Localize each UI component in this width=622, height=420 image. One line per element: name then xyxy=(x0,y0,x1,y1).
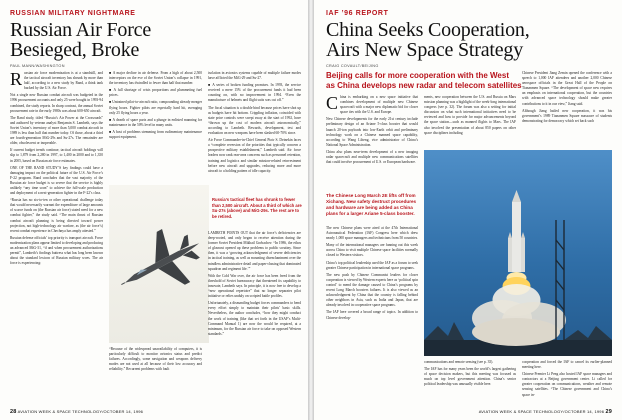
left-col1-para: ussian air force modernization is at a standstill, and the tactical aircraft inventory has shrunk by more than half, according to a new study by Rand, a think tank backed by the U.S. Air Force. xyxy=(24,71,103,91)
left-byline: PAUL MANN/WASHINGTON xyxy=(10,64,65,68)
aircraft-photo xyxy=(109,185,209,343)
left-col3b-para: Unfortunately, a dismantling budget forces commanders to bend every effort simply to maintain their pilots’ basic skills. Nevertheless, the author concludes, “how they might conduct the work of training (like that set forth in the USAF’s Multi-Command Manual 1) are now the would be required, at a minimum, for the Russian air force to take on opposed Western standards.” xyxy=(208,301,301,336)
right-column-2-bottom xyxy=(424,360,516,402)
right-column-1-top xyxy=(326,95,418,187)
right-col1b-para: Many of the international managers are fanning out this week across China to visit multiple Chinese space facilities normally closed to Western visitors. xyxy=(326,243,418,258)
left-footer xyxy=(10,409,143,415)
right-col3b-para: Chinese Premier Li Peng also hosted IAF space managers and contractors at a Beijing government center. Li called for greater cooperation on communications, weather and remote sensing satellites. “The Chinese government and China’s space in- xyxy=(522,372,612,397)
left-col2b-para: “Because of the widespread unavailability of computers, it is particularly difficult to monitor avionics status and predict failures. Accordingly, some navigation and weapons delivery modes are not used at all because of their low accuracy and reliability.” Recurrent problems with fault xyxy=(109,347,202,372)
rocket-body xyxy=(508,190,525,272)
right-column-1-bottom xyxy=(326,226,418,402)
rocket-icon xyxy=(424,150,612,356)
left-page xyxy=(0,0,308,420)
left-dropcap: R xyxy=(10,71,23,89)
right-kicker: IAF ’96 REPORT xyxy=(326,10,389,17)
left-footer-text: AVIATION WEEK & SPACE TECHNOLOGY/OCTOBER 14, 1996 xyxy=(17,409,144,414)
left-col3-para: The fiscal situation is a double bind because prices have shot up as budgets have hit bottom. Crippling inflation, coincided with state price controls were swept away at the start of 1992, have “thrown up the cost of modern aircraft astronomically,” according to Lambeth. Rewards, development, test and evaluation on new weapons have been slashed 60-70% since. xyxy=(208,105,301,136)
right-byline: CRAIG COVAULT/BEIJING xyxy=(326,64,379,68)
right-headline-line1: China Seeks Cooperation, xyxy=(326,19,530,41)
right-col1-para: hina is embarking on a new space initiative that combines development of multiple new Chinese spacecraft with a major new diplomatic bid for closer space ties with the U.S. and Europe. xyxy=(340,95,418,115)
right-photo-caption: The Chinese Long March 2E lifts off from Xichang. New safety destruct procedures and hardware are being added as China plans for a larger Ariane 5-class booster. xyxy=(326,193,417,216)
right-col1-para: New Chinese developments for the early 21st century include preliminary design of an Ariane 5-class booster that would launch 20-ton payloads into low-Earth orbit and preliminary technology work on a Chinese manned space capability, according to Wang Liheng, vice administrator of China’s National Space Administration. xyxy=(326,117,418,147)
right-footer-text: AVIATION WEEK & SPACE TECHNOLOGY/OCTOBER 14, 1996 xyxy=(478,409,605,414)
left-column-3-bottom xyxy=(208,231,301,402)
left-col1-para: Russian defense officials’ top priority is transport aircraft. Force modernization plans appear limited to developing and producing an advanced MiG-31, “if and when procurement authorizations permit”, Lambeth’s findings buttress what has long been known about the standard lexicon of Russian military woes. The air force is experiencing: xyxy=(10,235,103,266)
left-column-2-bottom xyxy=(109,347,202,402)
left-col1-para: ONE OF THE RAND STUDY’S key findings could have a damaging impact on the political future of the U.S. Air Force’s F-22 program. Rand concludes that the vast majority of the Russian air force budget is so severe that the service is highly unlikely “any time soon” to achieve the full-scale production and deployment of a next-generation fighter in the F-22’s class. xyxy=(10,165,103,196)
left-col3-para: isolation in avionics systems capable of multiple failure modes have afflicted the MiG-29 and Su-27. xyxy=(208,71,301,81)
left-col3-para: ■ A series of broken funding promises. In 1993, the service received a mere 15% of the procurement funds it had been counting on, with no improvement in 1994. “Even the manufacture of helmets and flight suits was cut off.” xyxy=(208,83,301,103)
right-column-3-bottom xyxy=(522,360,612,402)
right-col2-para: ments, new cooperation between the U.S. and Russia on Mars mission planning was a highlight of the week-long international congress (see p. 32). The forum was also a setting for initial discussion on what such international initiatives need to be reviewed and how to provide for major advancements beyond the space station—such as manned flights to Mars. The IAF also involved the presentation of about 850 papers on other space disciplines including xyxy=(424,95,516,135)
left-column-2-top xyxy=(109,71,202,181)
left-headline-line2: Besieged, Broke xyxy=(10,39,140,61)
left-col2-para: ■ A host of problems stemming from rudimentary maintenance support equipment. xyxy=(109,129,202,140)
left-col2-para: ■ A major decline in air defense. From a high of about 2,500 interceptors on the eve of the Soviet Union’s collapse in 1991, the inventory has dwindled to fewer than half that number. xyxy=(109,71,202,86)
left-col3b-para: LAMBETH POINTS OUT that the air force’s deficiencies are deep-rooted, and only began to receive attention during the former Soviet President Mikhail Gorbachev. “In 1986, the ethos of glasnost opened up these problems to public scrutiny. Since then, it was a ‘growing acknowledgment of severe deficiencies in tactical training, as well as mounting disenchantment over the mindless administrative detail and paper-chasing that dominated squadron and regiment life.’” xyxy=(208,231,301,271)
left-col3b-para: With the Cold War over, the air force has been freed from the threshold of Soviet bureaucracy that threatened its capability to innovate, Lambeth says. In principle, it is now free to develop a “new operational repertoire” that no longer separates pilot initiative or relies unduly on scripted battle profiles. xyxy=(208,273,301,299)
right-col1-para: China also plans near-term development of a new imaging radar spacecraft and multiple new communications satellites that could involve procurement of U.S. or European hardware. xyxy=(326,149,418,165)
rocket-launch-photo xyxy=(424,150,612,356)
left-col3-para: Air Force Commander-in-Chief General Piotr S. Deinekin faces a “complete reversion of the priorities that typically concern a prospective military establishment,” Lambeth said. Air force leaders now rank rear-area concerns such as personnel retention, training and logistics and similar mission-related reinvestment before new aircraft and upgrades, reducing more and more aircraft to a holding pattern of idle capacity. xyxy=(208,138,301,173)
left-headline-line1: Russian Air Force xyxy=(10,19,152,41)
left-page-number: 28 xyxy=(10,409,17,415)
right-col2b-para: The IAF has for many years been the world’s largest gathering of space decision makers, but this meeting was focused as much on top level government attention. China’s senior political leadership was unusually visible here. xyxy=(424,367,516,387)
right-deck xyxy=(326,71,536,90)
right-deck-line1: Beijing calls for more cooperation with the West xyxy=(326,71,509,80)
right-dropcap: C xyxy=(326,95,339,113)
right-col3b-para: cooperation and forced the IAF to cancel its earlier-planned meeting here. xyxy=(522,360,612,370)
right-headline xyxy=(326,20,530,60)
right-col3-para: Chinese President Jiang Zemin opened the conference with a speech to 1,000 IAF attendees and another 2,000 Chinese aerospace officials in the Great Hall of the People on Tiananmen Square. “The development of space new requires an emphasis on international cooperation, but the countries with advanced space technology should make greater contributions to it in our view,” Jiang said. xyxy=(522,71,612,106)
right-col2b-para: communications and remote sensing (see p. 35). xyxy=(424,360,494,364)
left-col2-para: ■ A dearth of spare parts and a plunge in enlisted manning for maintenance in the 50% level in many units. xyxy=(109,117,202,127)
right-col3-para: Although Jiang hailed new cooperation, it was his government’s 1989 Tiananmen Square massacre of students demonstrating for democracy which set back such xyxy=(522,108,612,123)
left-col2-para: ■ A full shortage of crisis proportions and plummeting fuel prices. xyxy=(109,88,202,98)
left-col2-para: ■ Untrained pilot-to-aircraft ratio, compounding already meager flying hours. Fighter pilots are especially hard hit, averaging only 25 flying hours a year. xyxy=(109,100,202,115)
right-headline-line2: Airs New Space Strategy xyxy=(326,39,524,61)
left-col1-para: The Rand study, titled “Russia’s Air Power at the Crossroads” and authored by veteran analyst Benjamin S. Lambeth, says the Soviet Union’s inventory of more than 5,000 combat aircraft in 1989 is less than half that number today. Of those, about a third are fourth-generation MiG-29s and Su-27s. The remainder are older, obsolescent or inoperable. xyxy=(10,115,103,146)
right-col1b-para: China’s top political leadership used the IAF as a forum to seek greater Chinese participation in international space programs. xyxy=(326,260,418,270)
right-page xyxy=(314,0,622,420)
right-col1b-para: The IAF here covered a broad range of topics. In addition to Chinese develop- xyxy=(326,310,418,320)
left-column-3-top xyxy=(208,71,301,193)
left-col1-para: If current budget trends continue, tactical aircraft holdings will slip to 1,879 from 2,280 in 1997, to 1,400 in 2000 and to 1,350 in 2005, based on Russian air force estimates. xyxy=(10,148,103,163)
left-headline xyxy=(10,20,151,60)
left-col1-para: Not a single new Russian combat aircraft was budgeted in the 1996 procurement accounts and only 25 were bought in 1993-94 combined, the study reports. In sharp contrast, the annual Soviet procurement rate in the early 1980s was about 600-650 aircraft. xyxy=(10,93,103,113)
rocket-exhaust xyxy=(472,272,566,346)
right-deck-line2: as China develops new radar and telecom satellites xyxy=(326,80,522,90)
right-footer xyxy=(479,409,612,415)
left-column-1 xyxy=(10,71,103,401)
right-page-number: 29 xyxy=(605,409,612,415)
right-column-3-top xyxy=(522,71,612,147)
left-photo-caption: Russia’s tactical fleet has shrunk to fewer than 2,500 aircraft. About a third of which are Su-27s (above) and MiG-29s. The rest are to be retired. xyxy=(212,197,302,219)
right-col1b-para: The new push by Chinese Communist leaders for closer cooperation is viewed by Western experts here as ‘political spin control’ to mend the damage caused to China’s programs by recent Long March boosters failures. It is also viewed as an acknowledgment by China that the country is falling behind other neighbors in Asia, such as India and Japan, that are already involved in cooperative space programs. xyxy=(326,272,418,308)
aircraft-icon xyxy=(109,185,209,343)
left-col1-para: “Russia has no six-to-ten or other operational challenge today that would necessarily warrant the expenditure of large amounts of scarce funds on (the Russian air force) stated need for a new combat fighter,” the study said. “The main thrust of Russian combat aircraft planning is being directed toward power projection, not high-technology air warfare, as (the air force’s) recent combat experience in Chechnya has amply attested.” xyxy=(10,198,103,233)
right-col1b-para: The new Chinese plans were aired at the 47th International Astronautical Federation (IAF) Congress here which drew nearly 1,000 space managers and technicians from 50 countries. xyxy=(326,226,418,241)
left-kicker: RUSSIAN MILITARY NIGHTMARE xyxy=(10,10,136,17)
